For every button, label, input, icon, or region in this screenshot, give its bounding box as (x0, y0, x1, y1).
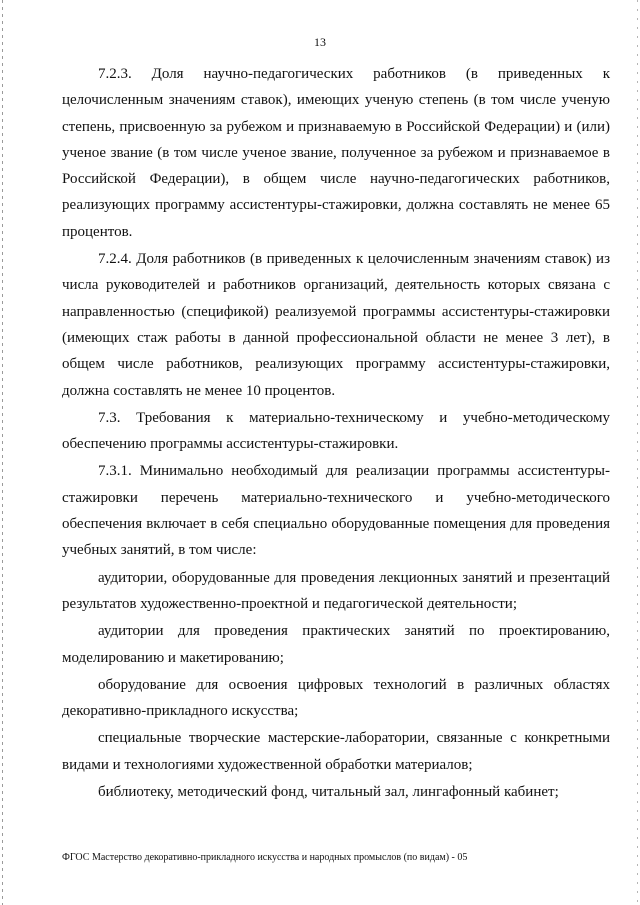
list-item-lecture-rooms: аудитории, оборудованные для проведения лекционных занятий и презентаций результатов художественно-проектной и педагогической деятельности; (62, 569, 610, 612)
scan-edge-right (637, 0, 638, 905)
list-item-digital-equipment: оборудование для освоения цифровых технологий в различных областях декоративно-прикладного искусства; (62, 676, 610, 720)
footer: ФГОС Мастерство декоративно-прикладного искусства и народных промыслов (по видам) - 05 (62, 852, 468, 863)
document-body (62, 61, 610, 805)
scan-edge-left (2, 0, 3, 905)
paragraph-7-3-1: 7.3.1. Минимально необходимый для реализации программы ассистентуры-стажировки перечень материально-технического и учебно-методического обеспечения включает в себя специально оборудованные помещения для проведения учебных занятий, в том числе: (62, 463, 610, 559)
list-item-library: библиотеку, методический фонд, читальный зал, лингафонный кабинет; (98, 784, 559, 801)
paragraph-7-3: 7.3. Требования к материально-техническому и учебно-методическому обеспечению программы ассистентуры-стажировки. (62, 409, 610, 453)
page-number: 13 (314, 35, 326, 49)
paragraph-7-2-4: 7.2.4. Доля работников (в приведенных к целочисленным значениям ставок) из числа руководителей и работников организаций, деятельность которых связана с направленностью (спецификой) реализуемой программы ассистентуры-стажировки (имеющих стаж работы в данной профессиональной области не менее 3 лет), в общем числе работников, реализующих программу ассистентуры-стажировки, должна составлять не менее 10 процентов. (62, 251, 610, 399)
paragraph-7-2-3: 7.2.3. Доля научно-педагогических работников (в приведенных к целочисленным значениям ставок), имеющих ученую степень (в том числе ученую степень, присвоенную за рубежом и признаваемую в Российской Федерации) и (или) ученое звание (в том числе ученое звание, полученное за рубежом и признаваемое в Российской Федерации), в общем числе научно-педагогических работников, реализующих программу ассистентуры-стажировки, должна составлять не менее 65 процентов. (62, 66, 610, 240)
list-item-practical-rooms: аудитории для проведения практических занятий по проектированию, моделированию и макетированию; (62, 623, 610, 666)
list-item-workshops: специальные творческие мастерские-лаборатории, связанные с конкретными видами и технологиями художественной обработки материалов; (62, 730, 610, 773)
